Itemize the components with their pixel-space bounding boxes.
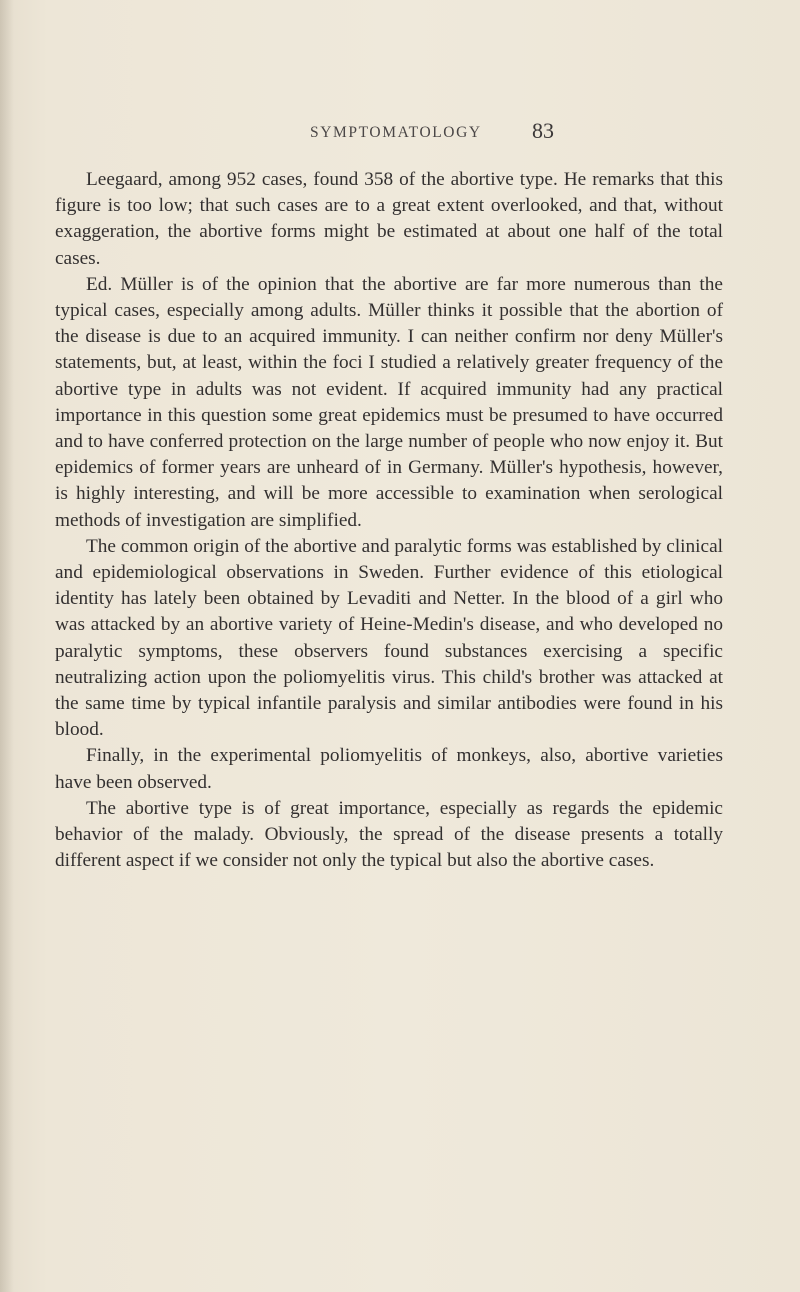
page-edge-shadow — [0, 0, 14, 1292]
paragraph: Finally, in the experimental poliomyelitis of monkeys, also, abortive varieties have been observed. — [55, 745, 723, 793]
running-head: SYMPTOMATOLOGY — [310, 124, 482, 141]
paragraph: The abortive type is of great importance, especially as regards the epidemic behavior of the malady. Obviously, the spread of the disease presents a totally different aspect if we consider not only the typical but also the abortive cases. — [55, 797, 723, 872]
page-number: 83 — [532, 118, 554, 143]
body-text — [55, 167, 723, 874]
page-header — [0, 118, 800, 148]
paragraph: Ed. Müller is of the opinion that the abortive are far more numerous than the typical cases, especially among adults. Müller thinks it possible that the abortion of the disease is due to an acquired immunity. I can neither confirm nor deny Müller's statements, but, at least, within the foci I studied a relatively greater frequency of the abortive type in adults was not evident. If acquired immunity had any practical importance in this question some great epidemics must be presumed to have occurred and to have conferred protection on the large number of people who now enjoy it. But epidemics of former years are unheard of in Germany. Müller's hypothesis, however, is highly interesting, and will be more accessible to examination when serological methods of investigation are simplified. — [55, 273, 723, 531]
paragraph: Leegaard, among 952 cases, found 358 of the abortive type. He remarks that this figure is too low; that such cases are to a great extent overlooked, and that, without exaggeration, the abortive forms might be estimated at about one half of the total cases. — [55, 169, 723, 269]
paragraph: The common origin of the abortive and paralytic forms was established by clinical and epidemiological observations in Sweden. Further evidence of this etiological identity has lately been obtained by Levaditi and Netter. In the blood of a girl who was attacked by an abortive variety of Heine-Medin's disease, and who developed no paralytic symptoms, these observers found substances exercising a specific neutralizing action upon the poliomyelitis virus. This child's brother was attacked at the same time by typical infantile paralysis and similar antibodies were found in his blood. — [55, 535, 723, 741]
